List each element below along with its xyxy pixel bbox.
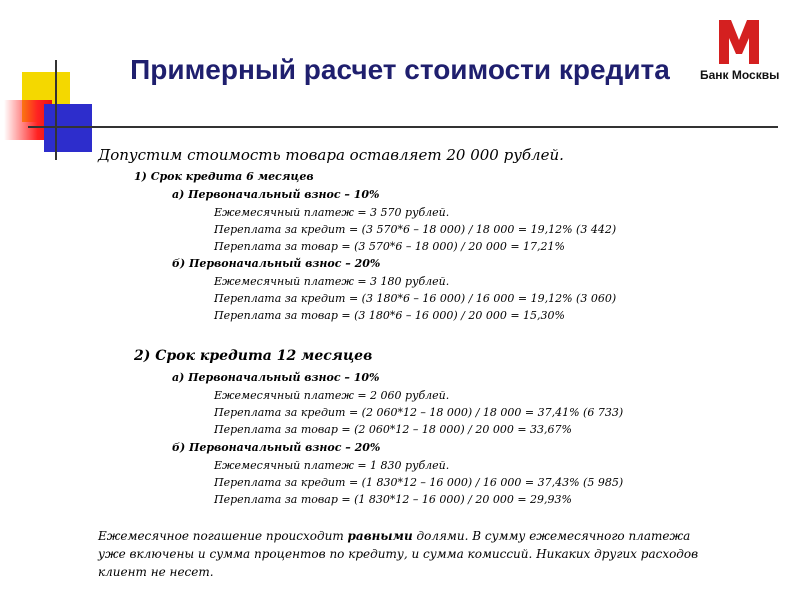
page-title: Примерный расчет стоимости кредита (130, 54, 670, 85)
term2-heading: 2) Срок кредита 12 месяцев (134, 348, 373, 364)
term1-b-credit-overpay: Переплата за кредит = (3 180*6 – 16 000) / 16 000 = 19,12% (3 060) (214, 292, 617, 305)
decor-blue-square (44, 104, 92, 152)
term1-a-goods-overpay: Переплата за товар = (3 570*6 – 18 000) / 20 000 = 17,21% (214, 240, 566, 253)
term1-b-monthly: Ежемесячный платеж = 3 180 рублей. (214, 275, 450, 288)
bank-logo-mark-icon (717, 18, 761, 66)
bank-logo (700, 12, 778, 96)
term1-a-credit-overpay: Переплата за кредит = (3 570*6 – 18 000) / 18 000 = 19,12% (3 442) (214, 223, 617, 236)
term2-a-heading: а) Первоначальный взнос – 10% (172, 371, 380, 384)
term1-heading: 1) Срок кредита 6 месяцев (134, 170, 314, 183)
intro-text: Допустим стоимость товара оставляет 20 000 рублей. (98, 146, 564, 164)
footer-text-part1: Ежемесячное погашение происходит (98, 529, 348, 543)
term2-b-goods-overpay: Переплата за товар = (1 830*12 – 16 000) / 20 000 = 29,93% (214, 493, 572, 506)
footer-text-part2: долями. В сумму ежемесячного платежа уже включены и сумма процентов по кредиту, и сумма комиссий. Никаких других расходов клиент не несет. (98, 529, 699, 579)
term1-b-heading: б) Первоначальный взнос – 20% (172, 257, 381, 270)
term2-b-credit-overpay: Переплата за кредит = (1 830*12 – 16 000) / 16 000 = 37,43% (5 985) (214, 476, 624, 489)
footer-note (98, 527, 718, 581)
footer-emphasis: равными (347, 529, 413, 543)
term1-b-goods-overpay: Переплата за товар = (3 180*6 – 16 000) / 20 000 = 15,30% (214, 309, 566, 322)
term1-a-monthly: Ежемесячный платеж = 3 570 рублей. (214, 206, 450, 219)
decor-horizontal-line (28, 126, 778, 128)
term2-b-heading: б) Первоначальный взнос – 20% (172, 441, 381, 454)
bank-logo-text: Банк Москвы (700, 68, 780, 82)
term1-a-heading: а) Первоначальный взнос – 10% (172, 188, 380, 201)
decor-vertical-line (55, 60, 57, 160)
term2-b-monthly: Ежемесячный платеж = 1 830 рублей. (214, 459, 450, 472)
term2-a-credit-overpay: Переплата за кредит = (2 060*12 – 18 000) / 18 000 = 37,41% (6 733) (214, 406, 624, 419)
term2-a-monthly: Ежемесячный платеж = 2 060 рублей. (214, 389, 450, 402)
term2-a-goods-overpay: Переплата за товар = (2 060*12 – 18 000) / 20 000 = 33,67% (214, 423, 572, 436)
